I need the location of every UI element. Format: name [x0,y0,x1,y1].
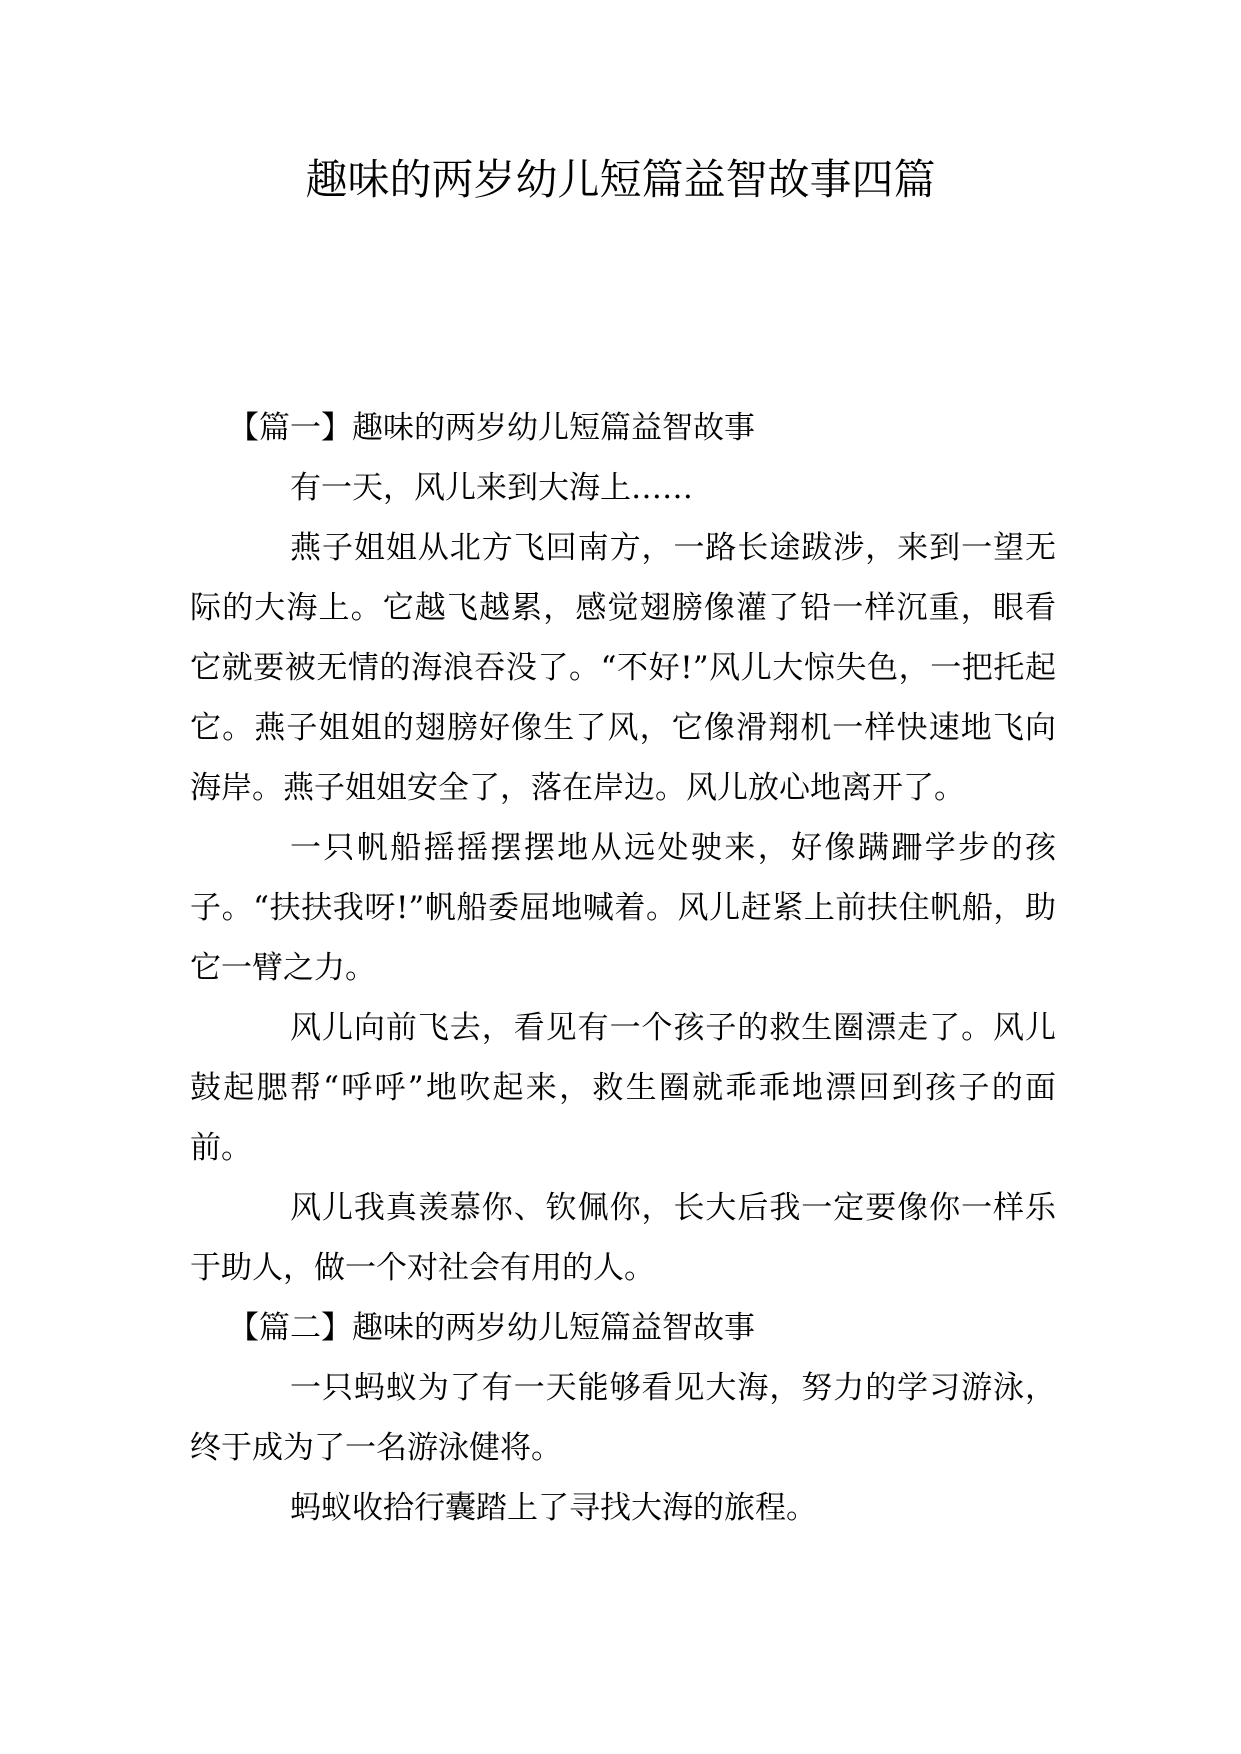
paragraph: 一只帆船摇摇摆摆地从远处驶来，好像蹒跚学步的孩子。“扶扶我呀!”帆船委屈地喊着。风儿赶紧上前扶住帆船，助它一臂之力。 [190,830,1056,986]
paragraph: 蚂蚁收拾行囊踏上了寻找大海的旅程。 [290,1490,817,1526]
document-title: 趣味的两岁幼儿短篇益智故事四篇 [305,155,936,204]
paragraph: 风儿我真羡慕你、钦佩你，长大后我一定要像你一样乐于助人，做一个对社会有用的人。 [190,1190,1056,1286]
section-2 [190,1298,1056,1538]
section-heading: 【篇二】趣味的两岁幼儿短篇益智故事 [228,1310,755,1346]
paragraph: 有一天，风儿来到大海上…… [290,470,693,506]
paragraph: 风儿向前飞去，看见有一个孩子的救生圈漂走了。风儿鼓起腮帮“呼呼”地吹起来，救生圈就乖乖地漂回到孩子的面前。 [190,1010,1056,1166]
paragraph: 燕子姐姐从北方飞回南方，一路长途跋涉，来到一望无际的大海上。它越飞越累，感觉翅膀像灌了铅一样沉重，眼看它就要被无情的海浪吞没了。“不好!”风儿大惊失色，一把托起它。燕子姐姐的翅膀好像生了风，它像滑翔机一样快速地飞向海岸。燕子姐姐安全了，落在岸边。风儿放心地离开了。 [190,530,1056,806]
paragraph: 一只蚂蚁为了有一天能够看见大海，努力的学习游泳，终于成为了一名游泳健将。 [190,1370,1056,1466]
document-body [190,398,1056,1538]
section-heading: 【篇一】趣味的两岁幼儿短篇益智故事 [228,410,755,446]
section-1 [190,398,1056,1298]
